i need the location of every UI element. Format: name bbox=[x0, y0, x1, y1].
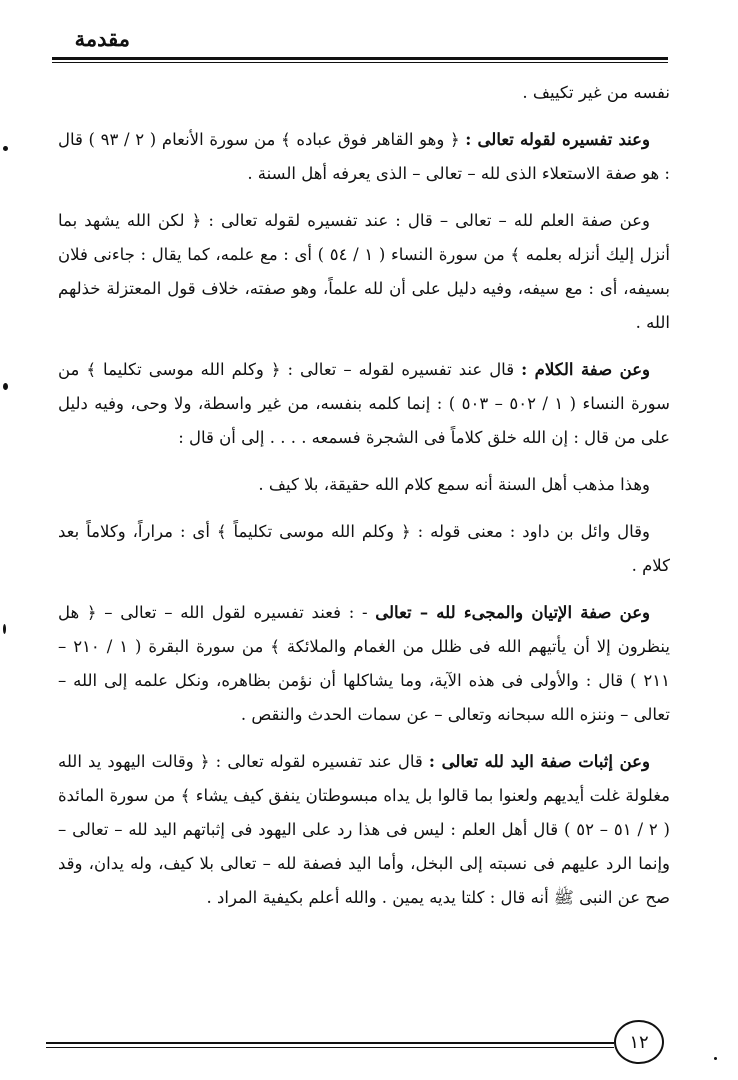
page-number: ١٢ bbox=[614, 1020, 664, 1064]
paragraph-lead: وعند تفسيره لقوله تعالى : bbox=[465, 130, 650, 149]
running-header: مقدمة bbox=[74, 26, 130, 51]
footer-rule-thin bbox=[46, 1047, 614, 1048]
paragraph: وعن إثبات صفة اليد لله تعالى : قال عند تفسيره لقوله تعالى : ﴿ وقالت اليهود يد الله مغلولة غلت أيديهم ولعنوا بما قالوا بل يداه مبسوطتان ينفق كيف يشاء ﴾ من سورة المائدة ( ٢ / ٥١ – ٥٢ ) قال أهل العلم : ليس فى هذا رد على اليهود فى إثباتهم اليد لله – تعالى – وإنما الرد عليهم فى نسبته إلى البخل، وأما اليد فصفة لله – تعالى بلا كيف، وله يدان، وقد صح عن النبى ﷺ أنه قال : كلتا يديه يمين . والله أعلم بكيفية المراد . bbox=[58, 752, 670, 907]
header-rule-thick bbox=[52, 57, 668, 60]
paragraph: وعن صفة العلم لله – تعالى – قال : عند تفسيره لقوله تعالى : ﴿ لكن الله يشهد بما أنزل إليك أنزله بعلمه ﴾ من سورة النساء ( ١ / ٥٤ ) أى : مع علمه، كما يقال : جاءنى فلان بسيفه، أى : مع سيفه، وفيه دليل على أن لله علماً، وهو صفته، خلاف قول المعتزلة خذلهم الله . bbox=[58, 211, 670, 332]
paragraph-lead: وعن إثبات صفة اليد لله تعالى : bbox=[428, 752, 650, 771]
header-rule-thin bbox=[52, 62, 668, 63]
scan-mark bbox=[3, 624, 6, 634]
paragraph: وعن صفة الإتيان والمجىء لله – تعالى - : فعند تفسيره لقول الله – تعالى – ﴿ هل ينظرون إلا أن يأتيهم الله فى ظلل من الغمام والملائكة ﴾ من سورة البقرة ( ١ / ٢١٠ – ٢١١ ) قال : والأولى فى هذه الآية، وما يشاكلها أن نؤمن بظاهره، ونكل علمه إلى الله – تعالى – وننزه الله سبحانه وتعالى – عن سمات الحدث والنقص . bbox=[58, 603, 670, 724]
scan-mark bbox=[714, 1057, 717, 1060]
scan-mark bbox=[3, 383, 8, 390]
paragraph: وعن صفة الكلام : قال عند تفسيره لقوله – تعالى : ﴿ وكلم الله موسى تكليما ﴾ من سورة النساء ( ١ / ٥٠٢ – ٥٠٣ ) : إنما كلمه بنفسه، من غير واسطة، ولا وحى، وفيه دليل على من قال : إن الله خلق كلاماً فى الشجرة فسمعه . . . . إلى أن قال : bbox=[58, 360, 670, 447]
scan-mark bbox=[3, 146, 8, 151]
paragraph: نفسه من غير تكييف . bbox=[522, 83, 670, 102]
paragraph: وقال وائل بن داود : معنى قوله : ﴿ وكلم الله موسى تكليماً ﴾ أى : مراراً، وكلاماً بعد كلام . bbox=[58, 522, 670, 575]
paragraph-lead: وعن صفة الإتيان والمجىء لله – تعالى bbox=[375, 603, 651, 622]
paragraph: وهذا مذهب أهل السنة أنه سمع كلام الله حقيقة، بلا كيف . bbox=[258, 475, 650, 494]
paragraph-lead: وعن صفة الكلام : bbox=[521, 360, 651, 379]
paragraph: وعند تفسيره لقوله تعالى : ﴿ وهو القاهر فوق عباده ﴾ من سورة الأنعام ( ٢ / ٩٣ ) قال : هو صفة الاستعلاء الذى لله – تعالى – الذى يعرفه أهل السنة . bbox=[58, 130, 670, 183]
body-text bbox=[58, 76, 670, 928]
footer-rule-thick bbox=[46, 1042, 614, 1044]
